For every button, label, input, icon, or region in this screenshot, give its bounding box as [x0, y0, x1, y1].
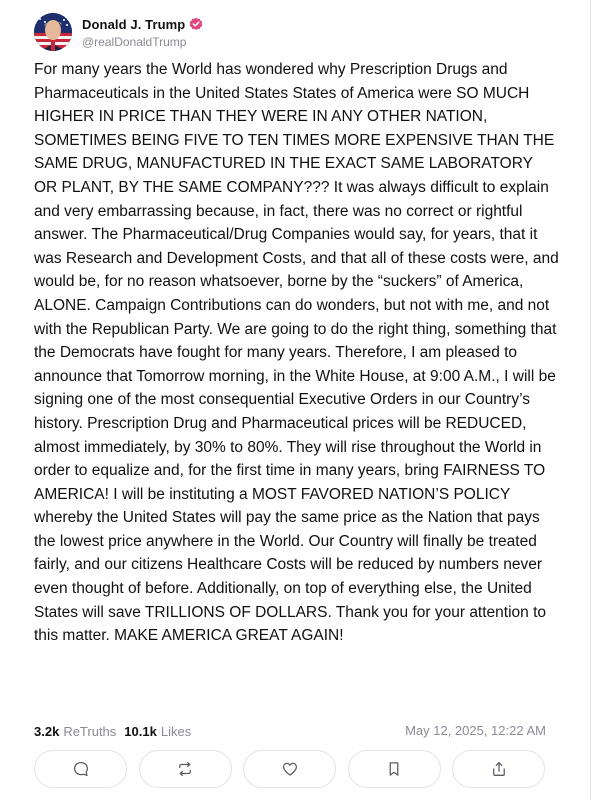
- verified-badge-icon: [189, 17, 203, 31]
- comment-icon: [72, 760, 90, 778]
- retruths-label[interactable]: ReTruths: [63, 723, 117, 739]
- author-identity: [82, 15, 203, 49]
- likes-label[interactable]: Likes: [160, 723, 192, 739]
- post-header: [34, 12, 203, 52]
- reply-button[interactable]: [34, 750, 127, 788]
- name-row: [82, 15, 203, 33]
- post-timestamp[interactable]: May 12, 2025, 12:22 AM: [405, 723, 546, 738]
- like-button[interactable]: [243, 750, 336, 788]
- likes-count[interactable]: 10.1k: [124, 723, 157, 739]
- avatar[interactable]: [34, 13, 72, 51]
- share-button[interactable]: [452, 750, 545, 788]
- author-handle[interactable]: @realDonaldTrump: [82, 35, 187, 49]
- heart-icon: [281, 760, 299, 778]
- post-text: For many years the World has wondered why Prescription Drugs and Pharmaceuticals in the United States States of America were SO MUCH HIGHER IN PRICE THAN THEY WERE IN ANY OTHER NATION, SOMETIMES BEING FIVE TO TEN TIMES MORE EXPENSIVE THAN THE SAME DRUG, MANUFACTURED IN THE EXACT SAME LABORATORY OR PLANT, BY THE SAME COMPANY??? It was always difficult to explain and very embarrassing because, in fact, there was no correct or rightful answer. The Pharmaceutical/Drug Companies would say, for years, that it was Research and Development Costs, and that all of these costs were, and would be, for no reason whatsoever, borne by the “suckers” of America, ALONE. Campaign Contributions can do wonders, but not with me, and not with the Republican Party. We are going to do the right thing, something that the Democrats have fought for many years. Therefore, I am pleased to announce that Tomorrow morning, in the White House, at 9:00 A.M., I will be signing one of the most consequential Executive Orders in our Country’s history. Prescription Drug and Pharmaceutical prices will be REDUCED, almost immediately, by 30% to 80%. They will rise throughout the World in order to equalize and, for the first time in many years, bring FAIRNESS TO AMERICA! I will be instituting a MOST FAVORED NATION’S POLICY whereby the United States will pay the same price as the Nation that pays the lowest price anywhere in the World. Our Country will finally be treated fairly, and our citizens Healthcare Costs will be reduced by numbers never even thought of before. Additionally, on top of everything else, the United States will save TRILLIONS OF DOLLARS. Thank you for your attention to this matter. MAKE AMERICA GREAT AGAIN!: [34, 61, 559, 645]
- share-icon: [490, 760, 508, 778]
- avatar-image: [34, 13, 72, 51]
- action-bar: [34, 750, 545, 788]
- post-stats: [34, 722, 191, 740]
- bookmark-button[interactable]: [348, 750, 441, 788]
- retruths-count[interactable]: 3.2k: [34, 723, 60, 739]
- author-display-name[interactable]: Donald J. Trump: [82, 16, 186, 32]
- repost-icon: [176, 760, 194, 778]
- retruth-button[interactable]: [139, 750, 232, 788]
- bookmark-icon: [385, 760, 403, 778]
